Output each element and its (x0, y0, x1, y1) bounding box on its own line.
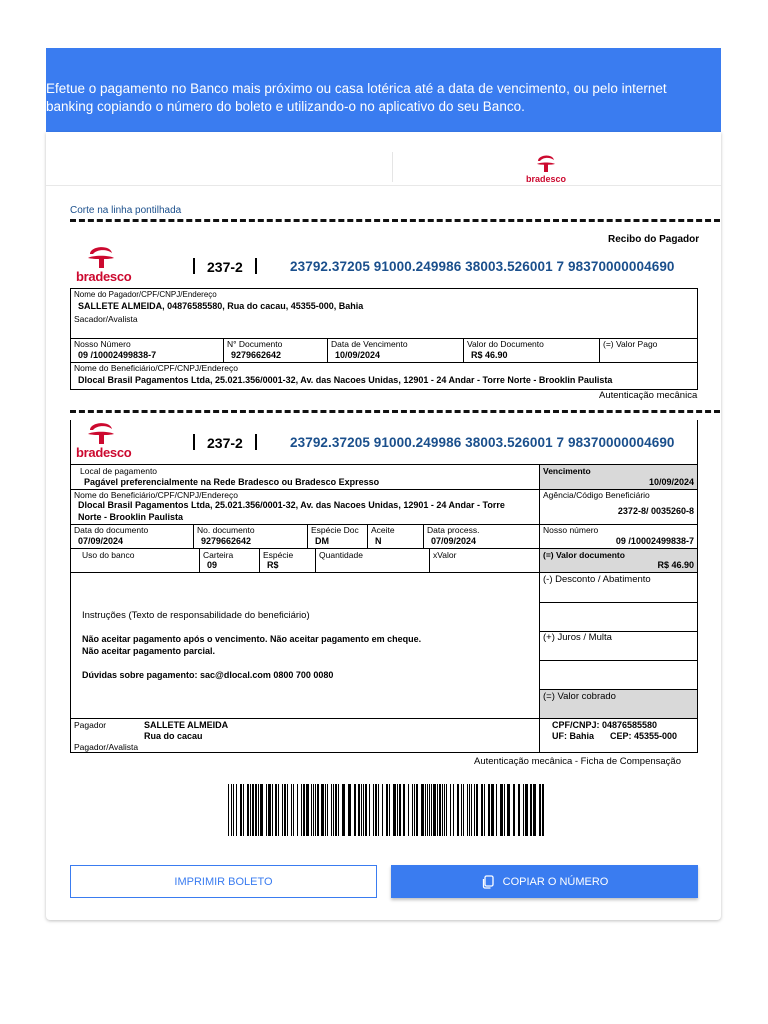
receipt-our-number-label: Nosso Número (74, 339, 131, 349)
wallet-value: 09 (207, 560, 218, 570)
slip-payer-cep: CEP: 45355-000 (610, 731, 678, 741)
barcode-bar (523, 784, 524, 836)
barcode-bar (358, 784, 360, 836)
barcode-bar (386, 784, 388, 836)
copy-number-button[interactable] (391, 865, 698, 898)
receipt-digitable-line[interactable]: 23792.37205 91000.249986 38003.526001 7 98370000004690 (290, 259, 675, 274)
barcode-bar (338, 784, 339, 836)
barcode-bar (247, 784, 249, 836)
barcode-bar (481, 784, 483, 836)
brand-name: bradesco (76, 269, 132, 284)
barcode-bar (228, 784, 229, 836)
barcode-bar (429, 784, 430, 836)
receipt-doc-value-value: R$ 46.90 (471, 350, 508, 360)
doc-no-label: No. documento (197, 525, 255, 535)
code-separator (193, 258, 195, 274)
doc-date-value: 07/09/2024 (78, 536, 124, 546)
barcode-bar (250, 784, 251, 836)
bradesco-logo (76, 420, 132, 460)
barcode-bar (542, 784, 544, 836)
slip-payer-uf: UF: Bahia (552, 731, 595, 741)
barcode-bar (317, 784, 319, 836)
bradesco-logo (76, 244, 132, 284)
brand-name: bradesco (526, 174, 567, 184)
accept-value: N (375, 536, 382, 546)
agency-value: 2372-8/ 0035260-8 (617, 506, 694, 516)
accept-label: Aceite (371, 525, 395, 535)
barcode-bar (463, 784, 464, 836)
slip-payer-doc: CPF/CNPJ: 04876585580 (552, 720, 658, 730)
barcode-bar (315, 784, 316, 836)
barcode-bar (291, 784, 292, 836)
barcode-bar (311, 784, 312, 836)
barcode-bar (450, 784, 451, 836)
instruction-3: Dúvidas sobre pagamento: sac@dlocal.com 0800 700 0080 (82, 670, 334, 680)
barcode (228, 784, 544, 836)
barcode-bar (297, 784, 298, 836)
barcode-bar (530, 784, 532, 836)
slip-beneficiary-line2: Norte - Brooklin Paulista (78, 512, 184, 522)
brand-name: bradesco (76, 445, 132, 460)
barcode-bar (439, 784, 441, 836)
barcode-bar (303, 784, 305, 836)
instructions-banner (46, 48, 721, 132)
copy-icon (481, 875, 495, 889)
bradesco-logo-small (524, 152, 568, 184)
barcode-bar (433, 784, 436, 836)
due-value: 10/09/2024 (648, 477, 694, 487)
barcode-bar (425, 784, 426, 836)
slip-beneficiary-label: Nome do Beneficiário/CPF/CNPJ/Endereço (74, 490, 238, 500)
barcode-bar (504, 784, 505, 836)
barcode-bar (327, 784, 328, 836)
barcode-bar (378, 784, 379, 836)
barcode-bar (331, 784, 332, 836)
barcode-bar (496, 784, 497, 836)
discount-label: (-) Desconto / Abatimento (543, 574, 651, 585)
barcode-bar (252, 784, 254, 836)
interest-label: (+) Juros / Multa (543, 632, 612, 643)
barcode-bar (260, 784, 263, 836)
receipt-title: Recibo do Pagador (608, 234, 700, 245)
barcode-bar (500, 784, 503, 836)
doc-no-value: 9279662642 (201, 536, 252, 546)
receipt-bank-code: 237-2 (207, 259, 243, 275)
barcode-bar (446, 784, 447, 836)
barcode-bar (403, 784, 405, 836)
doc-kind-label: Espécie Doc (311, 525, 359, 535)
barcode-bar (437, 784, 438, 836)
receipt-mechanical-auth: Autenticação mecânica (599, 390, 698, 401)
barcode-bar (255, 784, 257, 836)
card-header (46, 132, 721, 186)
payment-place-label: Local de pagamento (80, 466, 158, 476)
barcode-bar (240, 784, 242, 836)
barcode-bar (266, 784, 267, 836)
barcode-bar (354, 784, 356, 836)
barcode-bar (272, 784, 273, 836)
receipt-paid-value-label: (=) Valor Pago (603, 339, 658, 349)
barcode-bar (476, 784, 478, 836)
barcode-bar (363, 784, 364, 836)
cut-dashed-line (70, 219, 720, 222)
slip-payer-name: SALLETE ALMEIDA (144, 720, 229, 730)
receipt-payer-label: Nome do Pagador/CPF/CNPJ/Endereço (74, 290, 217, 299)
payment-place-value: Pagável preferencialmente na Rede Bradesco ou Bradesco Expresso (84, 477, 380, 487)
instructions-label: Instruções (Texto de responsabilidade do beneficiário) (82, 610, 310, 621)
barcode-bar (488, 784, 490, 836)
slip-our-number-value: 09 /10002499838-7 (615, 536, 694, 546)
barcode-bar (513, 784, 515, 836)
print-boleto-label: IMPRIMIR BOLETO (174, 875, 273, 888)
slip-drawer-label: Pagador/Avalista (74, 742, 139, 752)
currency-value: R$ (267, 560, 279, 570)
receipt-beneficiary-value: Dlocal Brasil Pagamentos Ltda, 25.021.356/0001-32, Av. das Nacoes Unidas, 12901 - 24 Andar - Torre Norte - Brooklin Paulista (78, 375, 613, 385)
barcode-bar (427, 784, 428, 836)
barcode-bar (474, 784, 475, 836)
barcode-bar (444, 784, 445, 836)
barcode-bar (342, 784, 345, 836)
charged-label: (=) Valor cobrado (543, 691, 616, 702)
barcode-bar (539, 784, 541, 836)
receipt-beneficiary-label: Nome do Beneficiário/CPF/CNPJ/Endereço (74, 363, 238, 373)
barcode-bar (335, 784, 337, 836)
barcode-bar (416, 784, 418, 836)
barcode-bar (233, 784, 234, 836)
copy-number-label: COPIAR O NÚMERO (502, 875, 609, 888)
currency-label: Espécie (263, 550, 294, 560)
slip-mechanical-auth: Autenticação mecânica - Ficha de Compensação (474, 756, 682, 767)
slip-digitable-line[interactable]: 23792.37205 91000.249986 38003.526001 7 98370000004690 (290, 435, 675, 450)
xvalue-label: xValor (433, 550, 457, 560)
barcode-bar (471, 784, 472, 836)
barcode-bar (325, 784, 326, 836)
barcode-bar (321, 784, 324, 836)
receipt-payer-value: SALLETE ALMEIDA, 04876585580, Rua do cacau, 45355-000, Bahia (78, 301, 364, 311)
barcode-bar (306, 784, 309, 836)
barcode-bar (421, 784, 424, 836)
header-divider (392, 152, 393, 182)
barcode-bar (389, 784, 390, 836)
process-date-value: 07/09/2024 (431, 536, 477, 546)
barcode-bar (278, 784, 279, 836)
cut-line-label: Corte na linha pontilhada (70, 205, 182, 216)
barcode-bar (457, 784, 459, 836)
barcode-bar (301, 784, 302, 836)
barcode-bar (361, 784, 362, 836)
slip-bank-code: 237-2 (207, 435, 243, 451)
barcode-bar (469, 784, 470, 836)
barcode-bar (231, 784, 232, 836)
barcode-bar (258, 784, 259, 836)
barcode-bar (275, 784, 277, 836)
barcode-bar (525, 784, 528, 836)
receipt-doc-number-value: 9279662642 (231, 350, 282, 360)
print-boleto-button[interactable] (70, 865, 377, 898)
doc-date-label: Data do documento (74, 525, 149, 535)
barcode-bar (287, 784, 288, 836)
slip-payer-label: Pagador (74, 720, 107, 730)
barcode-bar (373, 784, 374, 836)
barcode-bar (518, 784, 520, 836)
barcode-bar (375, 784, 377, 836)
barcode-bar (243, 784, 244, 836)
barcode-bar (399, 784, 401, 836)
barcode-bar (365, 784, 367, 836)
barcode-bar (284, 784, 286, 836)
barcode-bar (408, 784, 409, 836)
agency-label: Agência/Código Beneficiário (543, 490, 650, 500)
barcode-bar (397, 784, 398, 836)
instruction-1: Não aceitar pagamento após o vencimento. Não aceitar pagamento em cheque. (82, 634, 422, 644)
barcode-bar (533, 784, 536, 836)
barcode-bar (282, 784, 283, 836)
cut-dashed-line (70, 410, 720, 413)
doc-value-label: (=) Valor documento (543, 550, 625, 560)
code-separator (255, 258, 257, 274)
barcode-bar (268, 784, 271, 836)
barcode-bar (414, 784, 415, 836)
barcode-bar (467, 784, 468, 836)
barcode-bar (484, 784, 485, 836)
receipt-drawer-label: Sacador/Avalista (74, 314, 138, 324)
barcode-bar (412, 784, 413, 836)
barcode-bar (236, 784, 237, 836)
barcode-bar (369, 784, 370, 836)
slip-payer-address: Rua do cacau (144, 731, 203, 741)
barcode-bar (491, 784, 494, 836)
doc-value-value: R$ 46.90 (657, 560, 694, 570)
quantity-label: Quantidade (319, 550, 363, 560)
instruction-2: Não aceitar pagamento parcial. (82, 646, 216, 656)
barcode-bar (507, 784, 510, 836)
receipt-due-date-value: 10/09/2024 (335, 350, 381, 360)
barcode-bar (382, 784, 383, 836)
barcode-bar (348, 784, 351, 836)
barcode-bar (442, 784, 443, 836)
receipt-doc-number-label: N° Documento (227, 339, 283, 349)
barcode-bar (313, 784, 314, 836)
bank-use-label: Uso do banco (82, 550, 135, 560)
process-date-label: Data process. (427, 525, 480, 535)
barcode-bar (453, 784, 454, 836)
receipt-our-number-value: 09 /10002499838-7 (78, 350, 157, 360)
barcode-bar (431, 784, 432, 836)
slip-our-number-label: Nosso número (543, 525, 599, 535)
receipt-due-date-label: Data de Vencimento (331, 339, 408, 349)
slip-beneficiary-line1: Dlocal Brasil Pagamentos Ltda, 25.021.356/0001-32, Av. das Nacoes Unidas, 12901 - 24 Andar - Torre (78, 500, 505, 510)
doc-kind-value: DM (315, 536, 329, 546)
receipt-doc-value-label: Valor do Documento (467, 339, 544, 349)
barcode-bar (293, 784, 294, 836)
banner-text: Efetue o pagamento no Banco mais próximo ou casa lotérica até a data de vencimento, ou pelo internet banking copiando o número do boleto e utilizando-o no aplicativo do seu Banco. (46, 81, 667, 114)
barcode-bar (461, 784, 462, 836)
wallet-label: Carteira (203, 550, 234, 560)
due-label: Vencimento (543, 466, 591, 476)
barcode-bar (333, 784, 334, 836)
barcode-bar (393, 784, 396, 836)
